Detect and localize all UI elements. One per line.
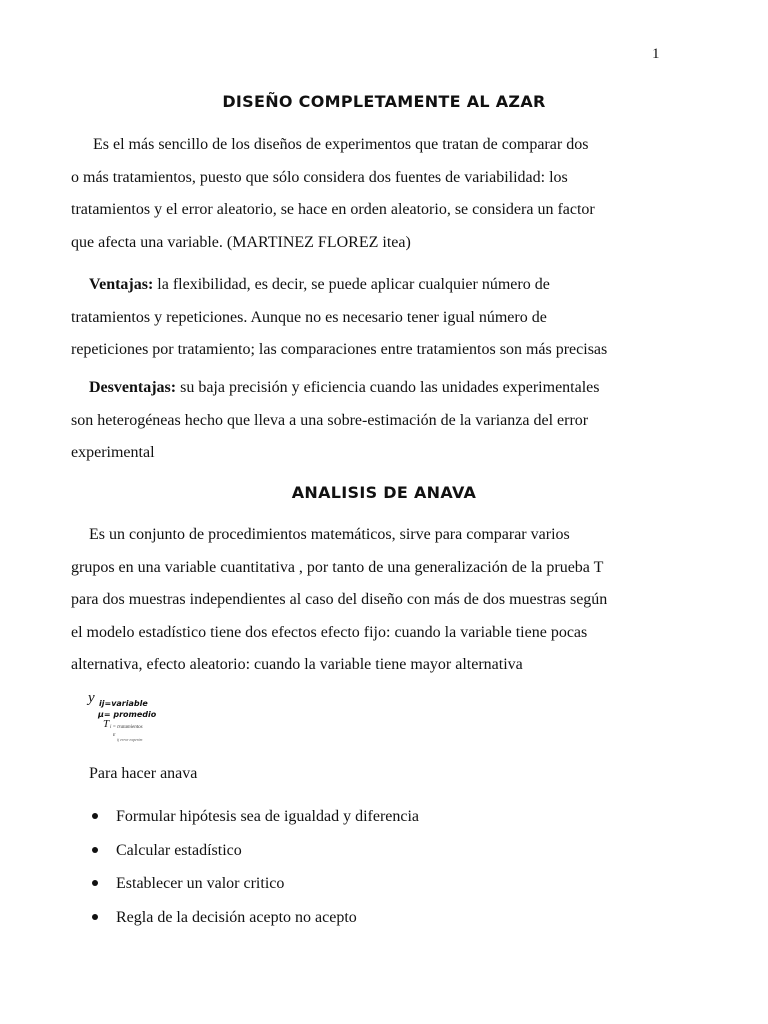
ventajas-paragraph (71, 269, 671, 367)
ventajas-line: repeticiones por tratamiento; las comparaciones entre tratamientos son más precisas (71, 341, 608, 358)
intro-line: Es el más sencillo de los diseños de experimentos que tratan de comparar dos (93, 136, 589, 153)
bullet-icon (92, 847, 98, 853)
anava-line: alternativa, efecto aleatorio: cuando la variable tiene mayor alternativa (71, 656, 523, 673)
anava-line: el modelo estadístico tiene dos efectos efecto fijo: cuando la variable tiene pocas (71, 623, 588, 641)
ventajas-line: Ventajas: la flexibilidad, es decir, se puede aplicar cualquier número de (89, 276, 550, 293)
steps-list (92, 800, 419, 934)
intro-line: que afecta una variable. (MARTINEZ FLOREZ itea) (71, 233, 411, 251)
bullet-icon (92, 914, 98, 920)
ventajas-label: Ventajas: (89, 276, 154, 293)
page-title: DISEÑO COMPLETAMENTE AL AZAR (222, 92, 546, 111)
desventajas-line: son heterogéneas hecho que lleva a una sobre-estimación de la varianza del error (71, 411, 589, 429)
list-item: Formular hipótesis sea de igualdad y diferencia (92, 800, 419, 834)
formula-eps: ε (113, 732, 116, 738)
desventajas-line: experimental (71, 444, 155, 461)
anava-paragraph (71, 519, 671, 682)
formula-mu: µ= promedio (98, 710, 157, 719)
formula-y-sub: ij=variable (99, 699, 148, 708)
desventajas-label: Desventajas: (89, 379, 177, 396)
anava-line: Es un conjunto de procedimientos matemáticos, sirve para comparar varios (89, 526, 570, 543)
steps-intro: Para hacer anava (89, 765, 198, 782)
anava-line: para dos muestras independientes al caso del diseño con más de dos muestras según (71, 591, 608, 608)
intro-paragraph (71, 129, 671, 259)
formula-eps-sub: ij error experim (117, 737, 143, 742)
intro-line: o más tratamientos, puesto que sólo considera dos fuentes de variabilidad: los (71, 168, 568, 186)
ventajas-line: tratamientos y repeticiones. Aunque no es necesario tener igual número de (71, 308, 547, 326)
formula-y: y (88, 690, 95, 706)
list-item: Regla de la decisión acepto no acepto (92, 901, 419, 935)
page-number: 1 (652, 46, 660, 62)
anava-line: grupos en una variable cuantitativa , por tanto de una generalización de la prueba T (71, 558, 604, 576)
desventajas-line: Desventajas: su baja precisión y eficiencia cuando las unidades experimentales (89, 379, 600, 396)
list-item: Establecer un valor critico (92, 867, 419, 901)
section-title: ANALISIS DE ANAVA (291, 483, 477, 502)
bullet-icon (92, 880, 98, 886)
desventajas-paragraph (71, 372, 671, 470)
formula-tau-sub: i = tratamientos (110, 725, 143, 730)
formula-tau: T (103, 718, 110, 730)
bullet-icon (92, 813, 98, 819)
list-item: Calcular estadístico (92, 834, 419, 868)
intro-line: tratamientos y el error aleatorio, se hace en orden aleatorio, se considera un factor (71, 201, 595, 218)
formula-block (88, 690, 208, 750)
